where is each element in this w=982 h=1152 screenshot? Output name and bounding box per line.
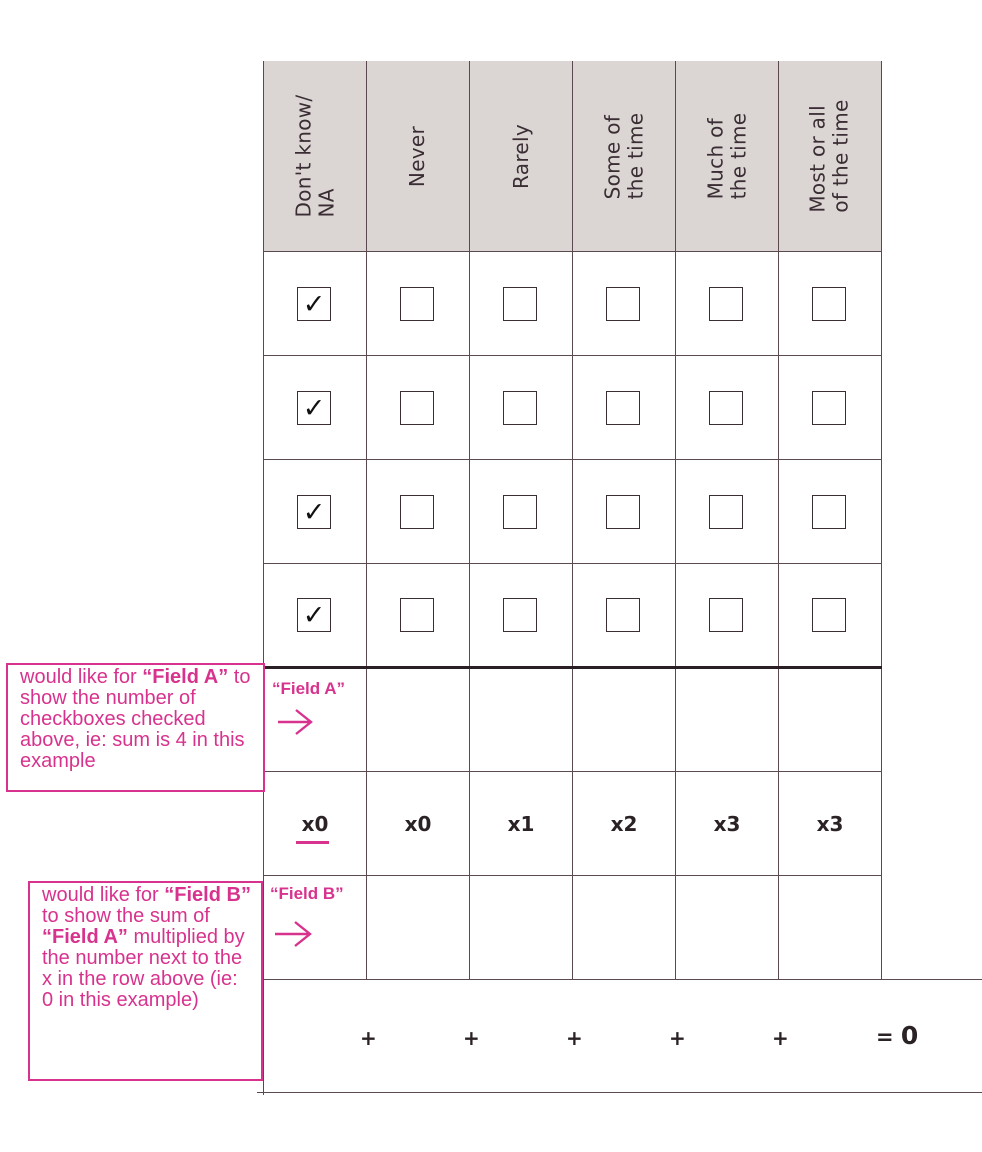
checkbox[interactable] (709, 287, 743, 321)
multiplier-never: x0 (404, 812, 432, 836)
column-header-most-or-all: Most or all of the time (806, 99, 853, 213)
multiplier-rarely: x1 (507, 812, 535, 836)
checkbox[interactable] (606, 287, 640, 321)
checkbox[interactable] (503, 391, 537, 425)
checkbox[interactable] (709, 598, 743, 632)
plus-sign: + (566, 1026, 583, 1050)
column-header-much-of-the-time: Much of the time (702, 112, 750, 200)
field-b-label: “Field B” (270, 884, 344, 903)
checkbox-checked[interactable]: ✓ (297, 598, 331, 632)
checkbox[interactable] (709, 391, 743, 425)
checkbox[interactable] (812, 598, 846, 632)
checkbox[interactable] (503, 598, 537, 632)
checkbox[interactable] (812, 391, 846, 425)
checkbox[interactable] (400, 391, 434, 425)
checkbox[interactable] (812, 287, 846, 321)
checkbox[interactable] (606, 391, 640, 425)
checkbox[interactable] (503, 287, 537, 321)
total-score: = 0 (876, 1021, 919, 1050)
checkbox-checked[interactable]: ✓ (297, 391, 331, 425)
field-a-label: “Field A” (272, 679, 346, 698)
column-header-rarely: Rarely (508, 123, 533, 189)
multiplier-most: x3 (816, 812, 844, 836)
plus-sign: + (669, 1026, 686, 1050)
multiplier-much: x3 (713, 812, 741, 836)
column-header-some-of-the-time: Some of the time (599, 112, 647, 200)
arrow-right-icon (276, 708, 314, 736)
plus-sign: + (463, 1026, 480, 1050)
multiplier-some: x2 (610, 812, 638, 836)
checkbox[interactable] (812, 495, 846, 529)
plus-sign: + (772, 1026, 789, 1050)
checkbox-checked[interactable]: ✓ (297, 287, 331, 321)
checkbox[interactable] (503, 495, 537, 529)
multiplier-underline (296, 841, 329, 844)
checkbox[interactable] (709, 495, 743, 529)
note-field-a: would like for “Field A” to show the number of checkboxes checked above, ie: sum is 4 in this example (6, 663, 265, 792)
column-header-dont-know: Don't know/ NA (291, 94, 338, 218)
checkbox[interactable] (606, 598, 640, 632)
checkbox[interactable] (400, 287, 434, 321)
checkbox[interactable] (606, 495, 640, 529)
note-field-b: would like for “Field B” to show the sum of “Field A” multiplied by the number next to the x in the row above (ie: 0 in this example) (28, 881, 263, 1081)
arrow-right-icon (273, 920, 313, 948)
checkbox[interactable] (400, 598, 434, 632)
plus-sign: + (360, 1026, 377, 1050)
checkbox[interactable] (400, 495, 434, 529)
checkbox-checked[interactable]: ✓ (297, 495, 331, 529)
column-header-never: Never (405, 125, 430, 187)
multiplier-dont-know: x0 (301, 812, 329, 836)
